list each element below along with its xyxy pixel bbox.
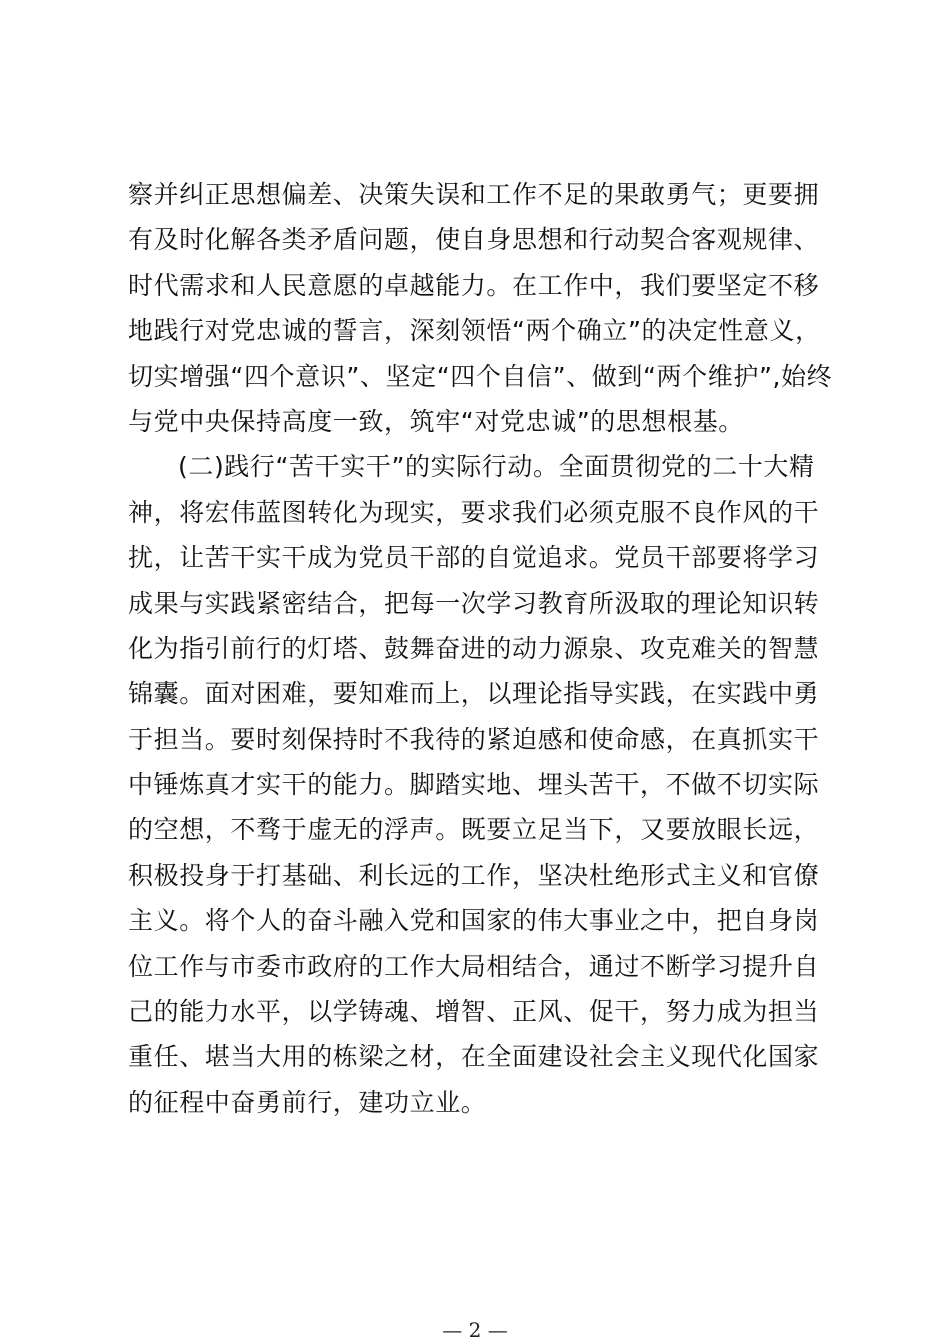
text-line: 主义。将个人的奋斗融入党和国家的伟大事业之中，把自身岗	[128, 906, 820, 936]
text-line: 锦囊。面对困难，要知难而上，以理论指导实践，在实践中勇	[128, 679, 820, 709]
text-line: 的空想，不骛于虚无的浮声。既要立足当下，又要放眼长远，	[128, 815, 820, 845]
text-line: 地践行对党忠诚的誓言，深刻领悟“两个确立”的决定性意义，	[128, 316, 821, 346]
text-line: 中锤炼真才实干的能力。脚踏实地、埋头苦干，不做不切实际	[128, 770, 820, 800]
text-line: 重任、堪当大用的栋梁之材，在全面建设社会主义现代化国家	[128, 1042, 820, 1072]
text-line: 化为指引前行的灯塔、鼓舞奋进的动力源泉、攻克难关的智慧	[128, 633, 820, 663]
section-heading-line: (二)践行“苦干实干”的实际行动。全面贯彻党的二十大精	[178, 452, 815, 482]
text-line: 成果与实践紧密结合，把每一次学习教育所汲取的理论知识转	[128, 588, 820, 618]
text-line: 位工作与市委市政府的工作大局相结合，通过不断学习提升自	[128, 951, 820, 981]
text-line: 积极投身于打基础、利长远的工作，坚决杜绝形式主义和官僚	[128, 860, 820, 890]
text-line: 于担当。要时刻保持时不我待的紧迫感和使命感，在真抓实干	[128, 724, 820, 754]
text-line: 神，将宏伟蓝图转化为现实，要求我们必须克服不良作风的干	[128, 497, 820, 527]
text-line: 与党中央保持高度一致，筑牢“对党忠诚”的思想根基。	[128, 406, 744, 436]
text-line: 己的能力水平，以学铸魂、增智、正风、促干，努力成为担当	[128, 997, 820, 1027]
body-text	[128, 172, 833, 1125]
text-line: 时代需求和人民意愿的卓越能力。在工作中，我们要坚定不移	[128, 270, 820, 300]
page-number: — 2 —	[442, 1318, 508, 1342]
text-line: 的征程中奋勇前行，建功立业。	[128, 1087, 487, 1117]
text-line: 扰，让苦干实干成为党员干部的自觉追求。党员干部要将学习	[128, 543, 820, 573]
text-line: 有及时化解各类矛盾问题，使自身思想和行动契合客观规律、	[128, 225, 820, 255]
text-line: 察并纠正思想偏差、决策失误和工作不足的果敢勇气；更要拥	[128, 180, 820, 209]
text-line: 切实增强“四个意识”、坚定“四个自信”、做到“两个维护”,始终	[128, 361, 833, 391]
